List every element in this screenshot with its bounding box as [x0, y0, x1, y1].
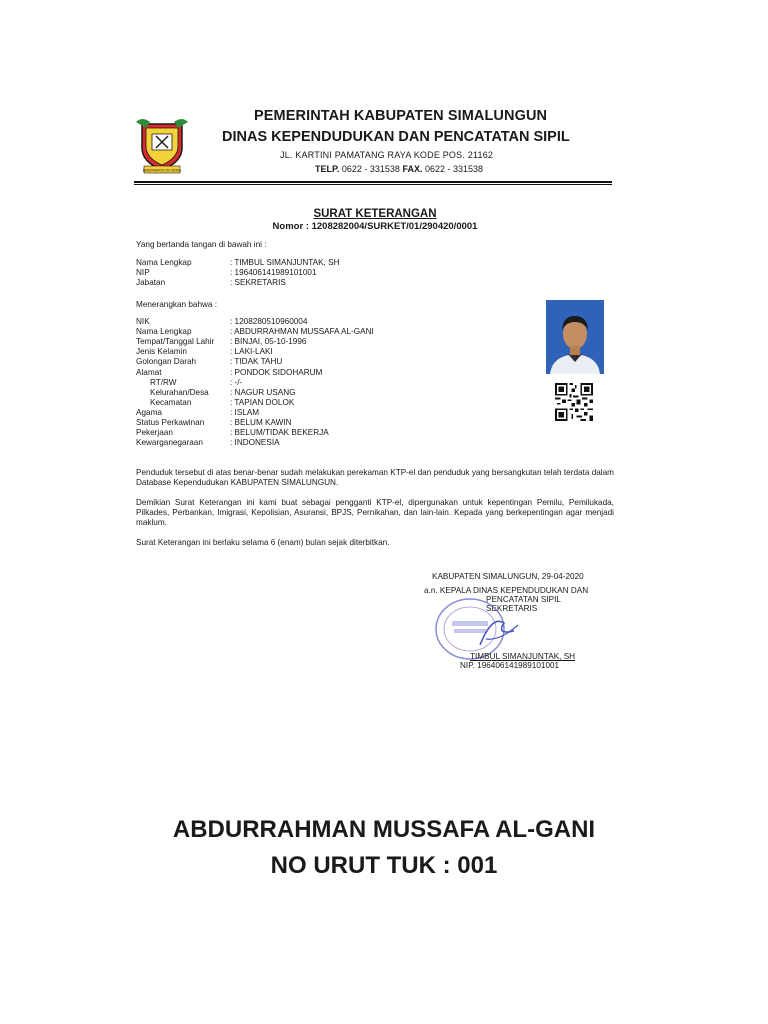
header-department: DINAS KEPENDUDUKAN DAN PENCATATAN SIPIL	[222, 129, 570, 145]
header-address: JL. KARTINI PAMATANG RAYA KODE POS. 21162	[280, 150, 494, 160]
field-value: : BELUM/TIDAK BEKERJA	[230, 428, 329, 438]
signature-place-date: KABUPATEN SIMALUNGUN, 29-04-2020	[432, 572, 584, 581]
footer-no-urut: NO URUT TUK : 001	[270, 852, 498, 879]
field-value: : TAPIAN DOLOK	[230, 397, 295, 407]
signer-nip: NIP. 196406141989101001	[460, 661, 560, 670]
person-photo	[546, 300, 604, 374]
paragraph-purpose: Demikian Surat Keterangan ini kami buat sebagai pengganti KTP-el, dipergunakan untuk kepentingan Pemilu, Pemilukada, Pilkades, Perbankan, Imigrasi, Kepolisian, Asuransi, BPJS, Pernikahan, dan lain-lain. Kepada yang berkepentingan agar menjadi maklum.	[136, 498, 614, 527]
field-label: NIK	[136, 317, 150, 326]
document-title	[200, 208, 550, 220]
field-value: : 196406141989101001	[230, 268, 317, 277]
field-value: : TIDAK TAHU	[230, 357, 283, 367]
signature-on-behalf: a.n. KEPALA DINAS KEPENDUDUKAN DAN	[424, 586, 589, 595]
field-label: Pekerjaan	[136, 428, 173, 438]
field-value: : ISLAM	[230, 407, 260, 417]
signature-department: PENCATATAN SIPIL	[486, 595, 561, 604]
fax-value: 0622 - 331538	[424, 164, 484, 174]
field-value: : ABDURRAHMAN MUSSAFA AL-GANI	[230, 327, 374, 337]
field-value: : TIMBUL SIMANJUNTAK, SH	[230, 258, 340, 267]
field-label: Status Perkawinan	[136, 418, 205, 427]
footer-name: ABDURRAHMAN MUSSAFA AL-GANI	[172, 816, 596, 843]
field-label: Jenis Kelamin	[136, 347, 187, 357]
qr-code	[555, 383, 593, 421]
field-value: : INDONESIA	[230, 438, 280, 448]
paragraph-validity: Surat Keterangan ini berlaku selama 6 (enam) bulan sejak diterbitkan.	[136, 538, 390, 547]
signer-name: TIMBUL SIMANJUNTAK, SH	[470, 652, 576, 661]
field-label: Golongan Darah	[136, 357, 197, 367]
intro-text: Yang bertanda tangan di bawah ini :	[136, 240, 267, 249]
header-contact	[315, 164, 483, 174]
field-label: NIP	[136, 268, 150, 277]
field-label: Kewarganegaraan	[136, 438, 203, 448]
field-value: : -/-	[230, 377, 243, 387]
header-government: PEMERINTAH KABUPATEN SIMALUNGUN	[254, 108, 548, 124]
field-label: Kelurahan/Desa	[150, 387, 209, 397]
field-label: Kecamatan	[150, 397, 192, 407]
fax-label: FAX.	[402, 164, 423, 174]
field-value: : BELUM KAWIN	[230, 418, 292, 427]
regency-logo	[134, 114, 190, 176]
field-label: Nama Lengkap	[136, 327, 192, 337]
document-number: Nomor : 1208282004/SURKET/01/290420/0001	[272, 221, 478, 232]
field-label: RT/RW	[150, 377, 177, 387]
telp-label: TELP.	[315, 164, 340, 174]
header-divider-thin	[134, 184, 612, 185]
paragraph-recording: Penduduk tersebut di atas benar-benar sudah melakukan perekaman KTP-el dan penduduk yang bersangkutan telah terdata dalam Database Kependudukan KABUPATEN SIMALUNGUN.	[136, 468, 614, 487]
field-label: Agama	[136, 407, 162, 417]
logo-motto: HABONARON DO BONA	[142, 168, 182, 173]
field-value: : LAKI-LAKI	[230, 347, 273, 357]
signature-position: SEKRETARIS	[486, 604, 538, 613]
header-divider	[134, 181, 612, 183]
field-value: : SEKRETARIS	[230, 278, 286, 287]
field-value: : BINJAI, 05-10-1996	[230, 337, 307, 347]
field-value: : NAGUR USANG	[230, 387, 296, 397]
field-value: : PONDOK SIDOHARUM	[230, 367, 323, 377]
field-label: Tempat/Tanggal Lahir	[136, 337, 215, 347]
field-label: Jabatan	[136, 278, 166, 287]
field-value: : 1208280510960004	[230, 317, 308, 326]
menerangkan-text: Menerangkan bahwa :	[136, 300, 218, 309]
document-title-text: SURAT KETERANGAN	[313, 208, 437, 220]
field-label: Alamat	[136, 367, 162, 377]
field-label: Nama Lengkap	[136, 258, 192, 267]
telp-value: 0622 - 331538	[341, 164, 400, 174]
